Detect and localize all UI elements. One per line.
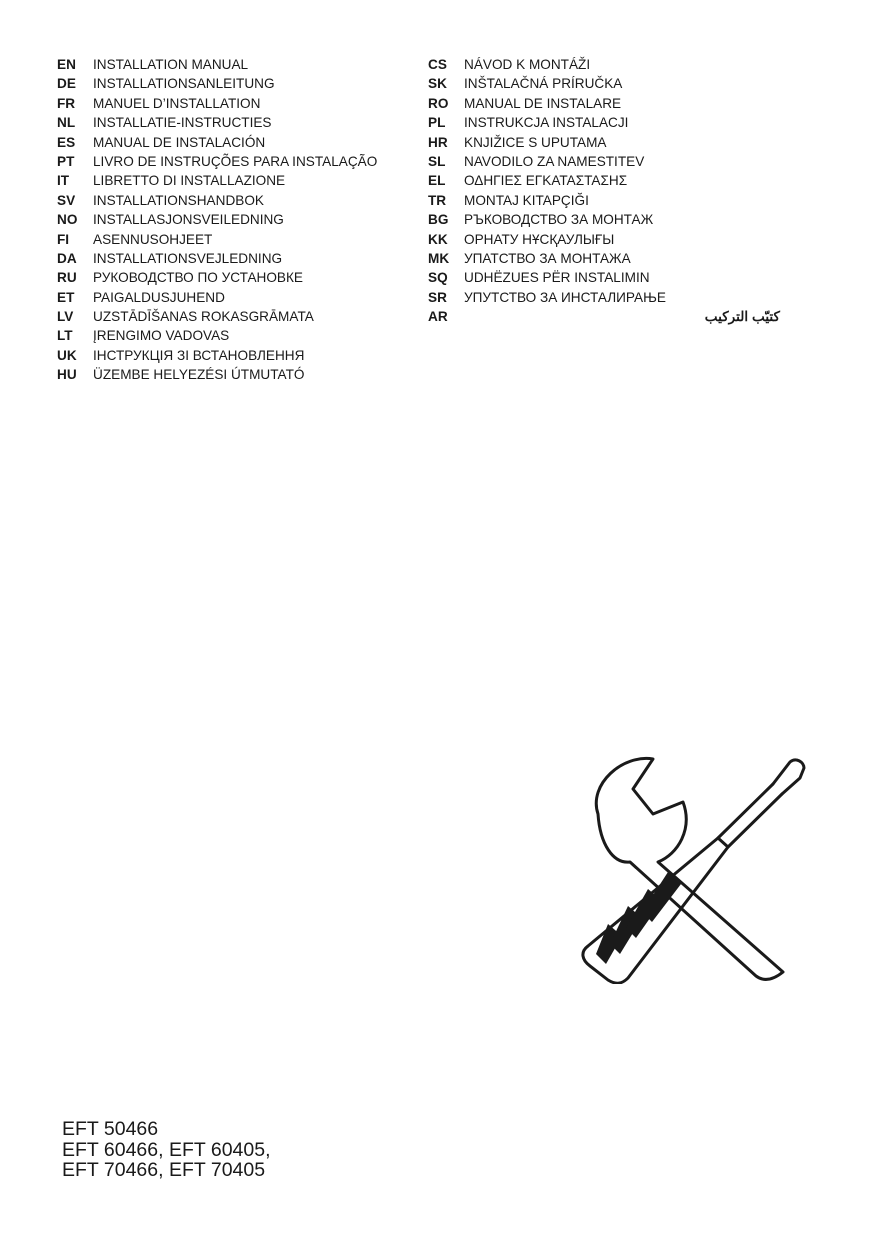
language-code: TR [428,192,447,208]
language-row-sk [428,74,788,93]
language-row-uk [57,346,377,365]
language-title: INSTALLATIONSANLEITUNG [93,76,275,92]
language-row-sq [428,268,788,287]
language-title: ASENNUSOHJEET [93,231,213,247]
language-row-lt [57,326,377,345]
language-title: РУКОВОДСТВО ПО УСТАНОВКЕ [93,270,303,286]
model-line: EFT 60466, EFT 60405, [62,1138,271,1161]
language-code: HU [57,367,77,383]
language-title: INSTALLATIONSHANDBOK [93,192,264,208]
language-title: NÁVOD K MONTÁŽI [464,57,591,72]
language-row-sv [57,191,377,210]
language-code: LT [57,328,73,344]
language-title: INSTALLASJONSVEILEDNING [93,212,284,228]
language-row-et [57,288,377,307]
language-row-sr [428,288,788,307]
language-title: ОРНАТУ НҰСҚАУЛЫҒЫ [464,231,615,247]
language-title: INŠTALAČNÁ PRÍRUČKA [464,76,623,92]
language-row-ru [57,268,377,287]
model-line: EFT 50466 [62,1118,159,1140]
model-line: EFT 70466, EFT 70405 [62,1159,266,1181]
language-row-da [57,249,377,268]
language-title: ÜZEMBE HELYEZÉSI ÚTMUTATÓ [93,367,305,383]
language-code: SQ [428,270,448,286]
language-code: PL [428,115,446,131]
screwdriver-tip [773,760,804,794]
language-row-no [57,210,377,229]
language-title: PAIGALDUSJUHEND [93,289,225,305]
language-row-ar [428,307,788,326]
language-row-es [57,133,377,152]
language-row-tr [428,191,788,210]
language-title: INSTALLATION MANUAL [93,57,249,72]
language-code: SV [57,192,76,208]
language-title: KNJIŽICE S UPUTAMA [464,134,607,150]
language-title: INSTALLATIE-INSTRUCTIES [93,115,272,131]
language-row-ro [428,94,788,113]
language-code: FR [57,95,76,111]
language-code: FI [57,231,70,247]
language-code: DA [57,250,77,266]
language-row-de [57,74,377,93]
language-row-hr [428,133,788,152]
language-code: ET [57,289,75,305]
language-list-left [57,55,377,385]
language-code: RO [428,95,449,111]
language-title: УПАТСТВО ЗА МОНТАЖА [464,250,631,266]
language-code: AR [428,309,448,325]
language-title: УПУТСТВО ЗА ИНСТАЛИРАЊЕ [464,289,666,305]
language-row-it [57,171,377,190]
language-row-sl [428,152,788,171]
language-title: UDHËZUES PËR INSTALIMIN [464,270,650,286]
language-row-kk [428,230,788,249]
language-title: UZSTĀDĪŠANAS ROKASGRĀMATA [93,309,314,325]
language-code: NO [57,212,78,228]
language-title: РЪКОВОДСТВО ЗА МОНТАЖ [464,212,654,228]
language-code: KK [428,231,448,247]
language-title: MANUAL DE INSTALARE [464,95,622,111]
language-row-mk [428,249,788,268]
language-row-bg [428,210,788,229]
screwdriver-shaft [718,784,782,847]
model-numbers [62,1119,271,1181]
wrench-screwdriver-icon [568,754,818,984]
language-code: RU [57,270,77,286]
language-title: ĮRENGIMO VADOVAS [93,328,230,344]
language-code: HR [428,134,448,150]
language-code: IT [57,173,70,189]
language-row-pl [428,113,788,132]
language-code: SK [428,76,447,92]
language-title: كتيّب التركيب [704,309,780,325]
language-row-pt [57,152,377,171]
language-code: NL [57,115,76,131]
language-row-en [57,55,377,74]
language-title: NAVODILO ZA NAMESTITEV [464,153,645,169]
language-title: INSTALLATIONSVEJLEDNING [93,250,283,266]
language-row-fr [57,94,377,113]
language-row-hu [57,365,377,384]
language-title: LIBRETTO DI INSTALLAZIONE [93,173,286,189]
language-code: UK [57,347,77,363]
language-title: INSTRUKCJA INSTALACJI [464,115,629,131]
language-title: MONTAJ KITAPÇIĞI [464,192,589,208]
language-title: ІНСТРУКЦІЯ ЗІ ВСТАНОВЛЕННЯ [93,347,305,363]
language-title: MANUAL DE INSTALACIÓN [93,134,266,150]
language-code: MK [428,250,450,266]
language-code: ES [57,134,76,150]
language-code: EN [57,57,76,72]
language-code: SL [428,153,446,169]
language-code: LV [57,309,74,325]
language-title: ΟΔΗΓΙΕΣ ΕΓΚΑΤΑΣΤΑΣΗΣ [464,173,628,189]
language-code: PT [57,153,75,169]
language-title: LIVRO DE INSTRUÇÕES PARA INSTALAÇÃO [93,153,378,169]
language-title: MANUEL D’INSTALLATION [93,95,261,111]
language-code: SR [428,289,447,305]
language-code: CS [428,57,447,72]
language-code: DE [57,76,76,92]
language-list-right [428,55,788,326]
language-row-el [428,171,788,190]
language-row-cs [428,55,788,74]
language-row-nl [57,113,377,132]
language-row-fi [57,230,377,249]
language-code: EL [428,173,446,189]
handle-grip-stripes [596,872,681,964]
language-row-lv [57,307,377,326]
language-code: BG [428,212,449,228]
